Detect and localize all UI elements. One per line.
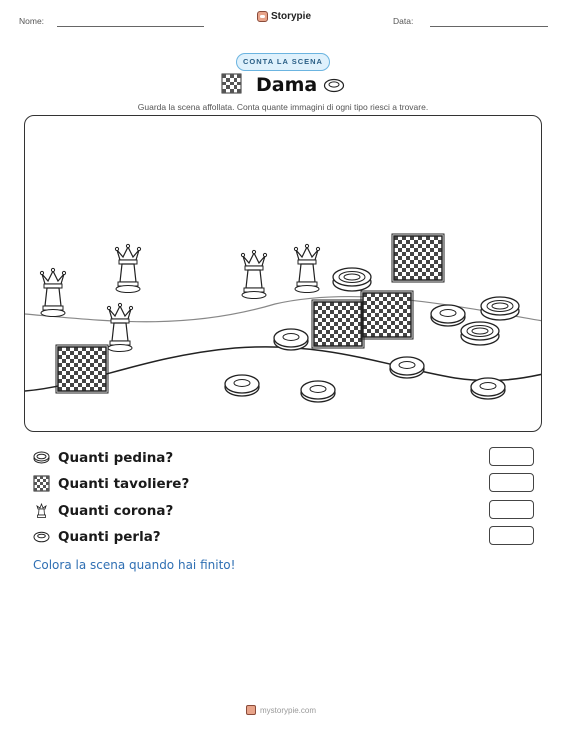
pearl-disc-icon [323,77,345,93]
question-text: Quanti pedina? [58,449,174,466]
checkerboard-icon [33,475,50,492]
color-instruction: Colora la scena quando hai finito! [33,558,236,572]
question-row [33,449,173,466]
name-line[interactable] [57,26,204,27]
answer-box-corona[interactable] [489,500,534,519]
question-text: Quanti corona? [58,502,174,519]
instructions: Guarda la scena affollata. Conta quante immagini di ogni tipo riesci a trovare. [137,102,429,112]
pearl-disc-icon [33,528,50,545]
activity-badge: CONTA LA SCENA [236,53,330,71]
crown-piece-icon [33,502,50,519]
question-text: Quanti tavoliere? [58,475,190,492]
answer-box-tavoliere[interactable] [489,473,534,492]
footer [246,705,316,715]
checker-piece-icon [33,449,50,466]
page-title: Dama [256,74,318,96]
answer-box-pedina[interactable] [489,447,534,466]
question-row [33,502,173,519]
answer-box-perla[interactable] [489,526,534,545]
brand-name: Storypie [271,11,312,22]
date-line[interactable] [430,26,548,27]
brand [257,11,311,22]
date-label: Data: [393,16,414,26]
question-row [33,528,161,545]
scene-drawing [25,116,542,432]
coloring-scene[interactable] [24,115,542,432]
footer-url: mystorypie.com [260,705,317,715]
question-text: Quanti perla? [58,528,161,545]
storypie-logo-icon [257,11,268,22]
name-label: Nome: [19,16,45,26]
question-row [33,475,189,492]
storypie-logo-icon [246,705,256,715]
checkerboard-icon [221,73,242,94]
